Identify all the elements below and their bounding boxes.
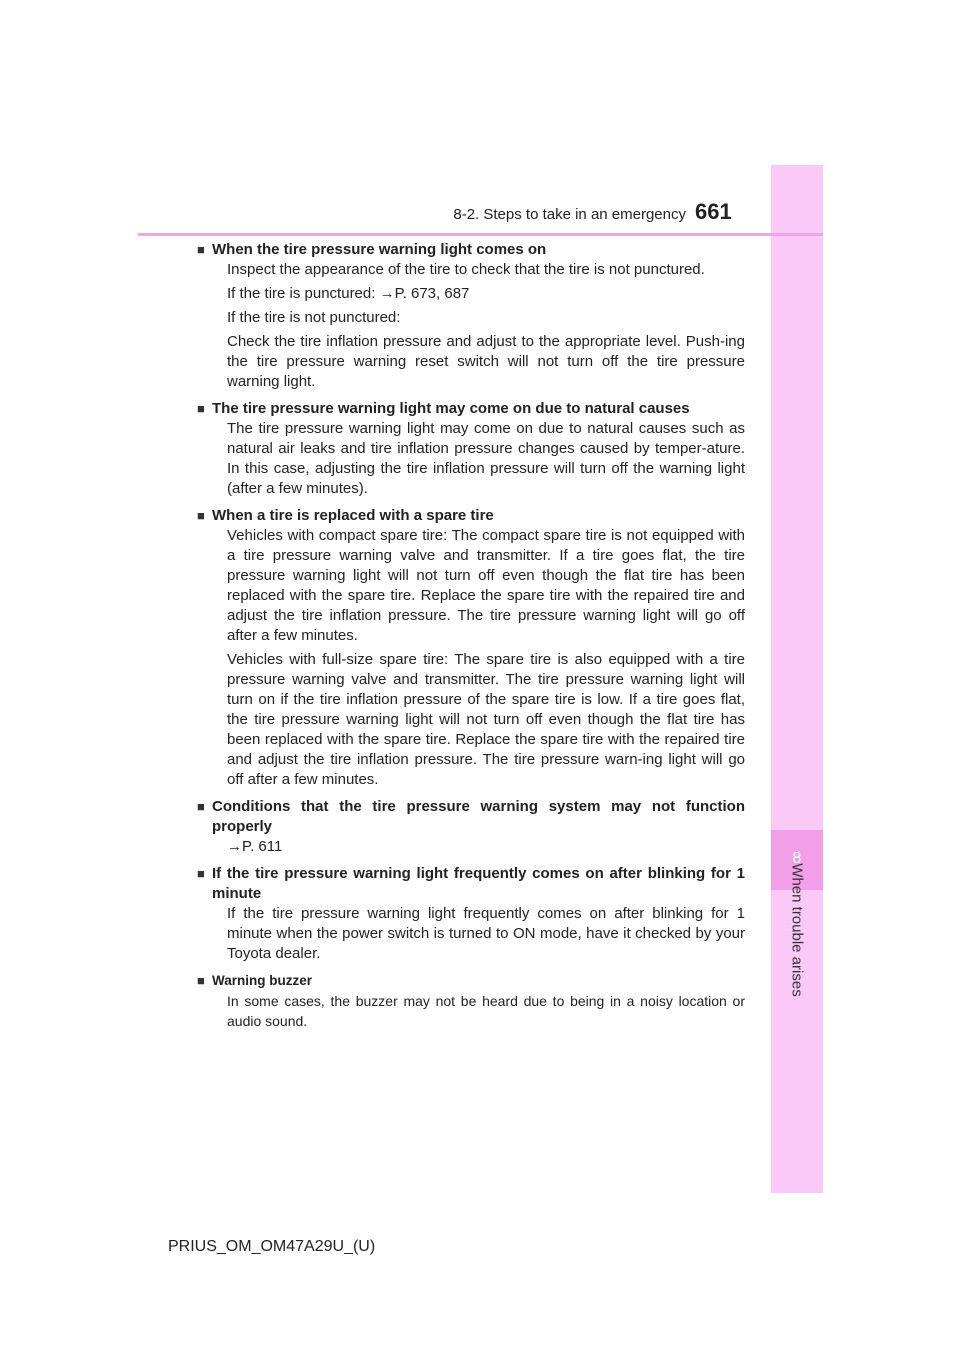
item-paragraph: In some cases, the buzzer may not be heard due to being in a noisy location or audio sound. <box>227 993 745 1029</box>
chapter-number: 8 <box>792 850 802 867</box>
info-item <box>197 971 745 1031</box>
item-paragraph: The tire pressure warning light may come on due to natural causes such as natural air leaks and tire inflation pressure changes caused by temper-ature. In this case, adjusting the tire inflation pressure will turn off the warning light (after a few minutes). <box>227 420 745 497</box>
item-paragraph: If the tire is not punctured: <box>227 309 401 326</box>
item-heading-text: If the tire pressure warning light frequently comes on after blinking for 1 minute <box>212 865 745 902</box>
item-paragraph: Vehicles with full-size spare tire: The spare tire is also equipped with a tire pressure warning valve and transmitter. The tire pressure warning light will turn on if the tire inflation pressure of the spare tire is low. If a tire goes flat, the tire pressure warning light will not turn off even though the flat tire has been replaced with the spare tire. Replace the spare tire with the repaired tire and adjust the tire inflation pressure. The tire pressure warn-ing light will go off after a few minutes. <box>227 651 745 788</box>
item-heading <box>197 240 745 260</box>
document-code: PRIUS_OM_OM47A29U_(U) <box>168 1238 376 1255</box>
section-title: 8-2. Steps to take in an emergency <box>453 206 686 223</box>
header-rule <box>138 233 823 236</box>
page-content <box>197 240 745 1038</box>
chapter-label: When trouble arises <box>788 863 806 997</box>
item-heading <box>197 971 745 991</box>
page-number: 661 <box>695 199 732 224</box>
info-item <box>197 399 745 499</box>
item-heading-text: Warning buzzer <box>212 973 312 988</box>
item-heading-text: When a tire is replaced with a spare tire <box>212 507 494 524</box>
item-paragraph: If the tire pressure warning light frequently comes on after blinking for 1 minute when the power switch is turned to ON mode, have it checked by your Toyota dealer. <box>227 905 745 962</box>
item-paragraph: Inspect the appearance of the tire to check that the tire is not punctured. <box>227 261 705 278</box>
item-paragraph: Check the tire inflation pressure and adjust to the appropriate level. Push-ing the tire pressure warning reset switch will not turn off the tire pressure warning light. <box>227 333 745 390</box>
item-heading-text: When the tire pressure warning light comes on <box>212 241 547 258</box>
item-paragraph: Vehicles with compact spare tire: The compact spare tire is not equipped with a tire pressure warning valve and transmitter. If a tire goes flat, the tire pressure warning light will not turn off even though the flat tire has been replaced with the spare tire. Replace the spare tire with the repaired tire and adjust the tire inflation pressure. The tire pressure warning light will go off after a few minutes. <box>227 527 745 644</box>
item-heading <box>197 797 745 837</box>
item-heading <box>197 399 745 419</box>
item-heading <box>197 506 745 526</box>
info-item <box>197 864 745 964</box>
square-bullet-icon: ■ <box>197 866 205 881</box>
item-heading-text: The tire pressure warning light may come on due to natural causes <box>212 400 690 417</box>
info-item <box>197 506 745 790</box>
square-bullet-icon: ■ <box>197 401 205 416</box>
info-item <box>197 240 745 392</box>
square-bullet-icon: ■ <box>197 973 205 988</box>
item-heading <box>197 864 745 904</box>
info-item <box>197 797 745 857</box>
square-bullet-icon: ■ <box>197 508 205 523</box>
chapter-side-tab <box>771 165 823 1193</box>
item-paragraph: If the tire is punctured: →P. 673, 687 <box>227 285 470 302</box>
item-paragraph: →P. 611 <box>227 838 283 855</box>
square-bullet-icon: ■ <box>197 242 205 257</box>
item-heading-text: Conditions that the tire pressure warning system may not function properly <box>212 798 745 835</box>
square-bullet-icon: ■ <box>197 799 205 814</box>
